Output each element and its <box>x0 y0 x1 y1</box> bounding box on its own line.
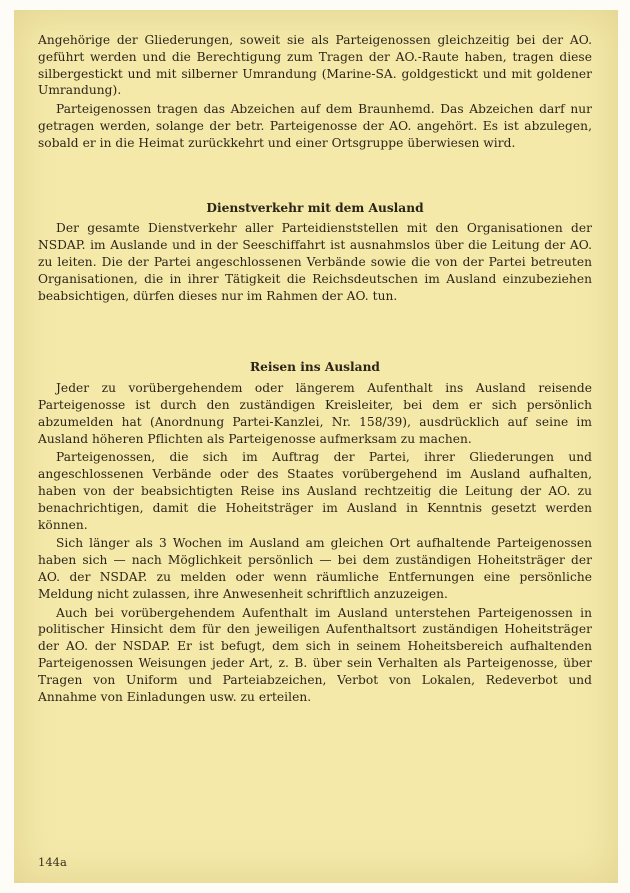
section-2-paragraph-1: Jeder zu vorübergehendem oder längerem Aufenthalt ins Ausland reisende Parteigenosse ist durch den zuständigen Kreisleiter, bei dem er sich persönlich abzumelden hat (Anordnung Partei-Kanzlei, Nr. 158/39), ausdrücklich auf seine im Ausland höheren Pflichten als Parteigenosse aufmerksam zu machen. <box>38 381 592 446</box>
page-number: 144a <box>38 855 67 869</box>
section-heading-dienstverkehr: Dienstverkehr mit dem Ausland <box>206 200 424 215</box>
section-2-paragraph-4: Auch bei vorübergehendem Aufenthalt im Ausland unterstehen Parteigenossen in politischer Hinsicht dem für den jeweiligen Aufenthaltsort zuständigen Hoheitsträger der AO. der NSDAP. Er ist befugt, dem sich in seinem Hoheitsbereich aufhaltenden Parteigenossen Weisungen jeder Art, z. B. über sein Verhalten als Parteigenosse, über Tragen von Uniform und Parteiabzeichen, Verbot von Lokalen, Redeverbot und Annahme von Einladungen usw. zu erteilen. <box>38 605 592 704</box>
section-2-paragraph-2: Parteigenossen, die sich im Auftrag der Partei, ihrer Gliederungen und angeschlossenen Verbände oder des Staates vorübergehend im Ausland aufhalten, haben von der beabsichtigten Reise ins Ausland rechtzeitig die Leitung der AO. zu benachrichtigen, damit die Hoheitsträger im Ausland in Kenntnis gesetzt werden können. <box>38 450 592 532</box>
section-heading-reisen: Reisen ins Ausland <box>250 360 380 375</box>
document-page <box>14 10 618 883</box>
intro-paragraph-1: Angehörige der Gliederungen, soweit sie als Parteigenossen gleichzeitig bei der AO. geführt werden und die Berechtigung zum Tragen der AO.-Raute haben, tragen diese silbergestickt und mit silberner Umrandung (Marine-SA. goldgestickt und mit goldener Umrandung). <box>38 33 592 98</box>
section-1-paragraph-1: Der gesamte Dienstverkehr aller Parteidienststellen mit den Organisationen der NSDAP. im Auslande und in der Seeschiffahrt ist ausnahmslos über die Leitung der AO. zu leiten. Die der Partei angeschlossenen Verbände sowie die von der Partei betreuten Organisationen, die in ihrer Tätigkeit die Reichsdeutschen im Ausland einzubeziehen beabsichtigen, dürfen dieses nur im Rahmen der AO. tun. <box>38 221 592 303</box>
section-2-paragraph-3: Sich länger als 3 Wochen im Ausland am gleichen Ort aufhaltende Parteigenossen haben sich — nach Möglichkeit persönlich — bei dem zuständigen Hoheitsträger der AO. der NSDAP. zu melden oder wenn räumliche Entfernungen eine persönliche Meldung nicht zulassen, ihre Anwesenheit schriftlich anzuzeigen. <box>38 536 592 601</box>
intro-paragraph-2: Parteigenossen tragen das Abzeichen auf dem Braunhemd. Das Abzeichen darf nur getragen werden, solange der betr. Parteigenosse der AO. angehört. Es ist abzulegen, sobald er in die Heimat zurückkehrt und einer Ortsgruppe überwiesen wird. <box>38 102 592 150</box>
